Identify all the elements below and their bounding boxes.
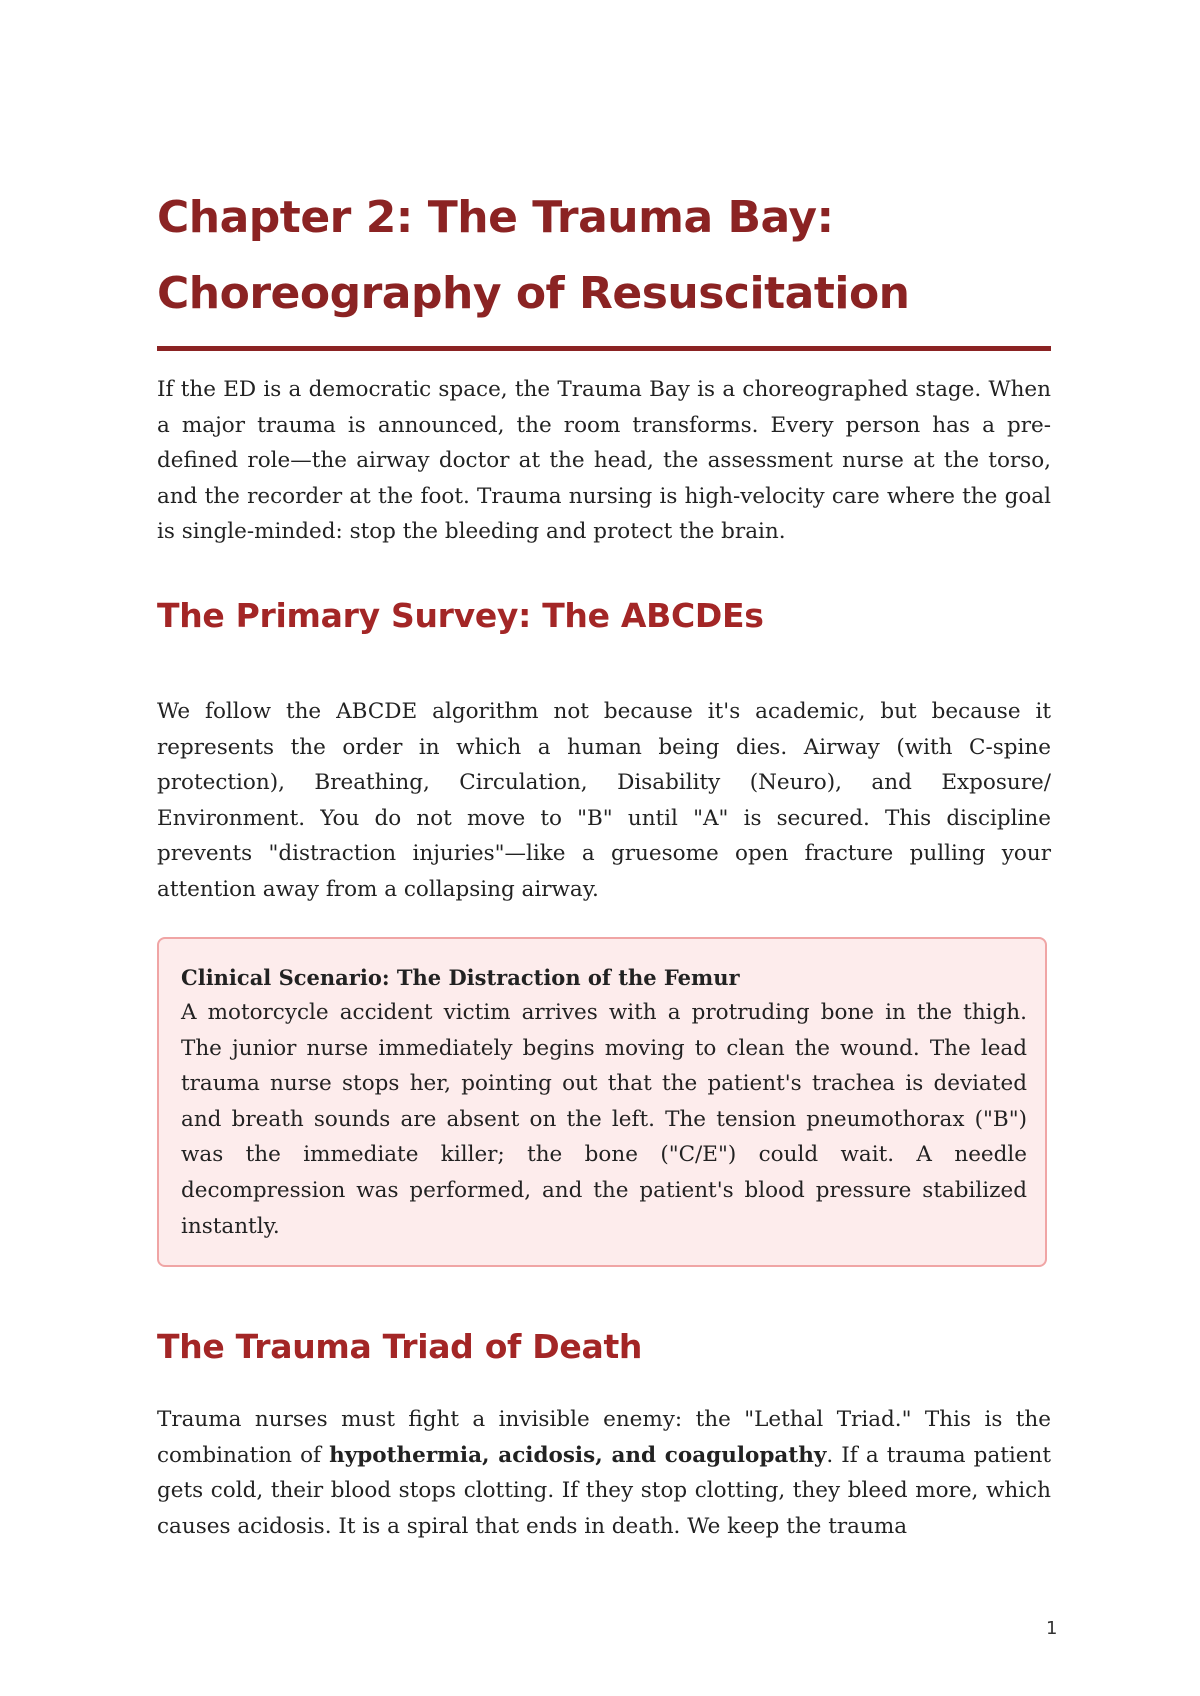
primary-survey-paragraph: We follow the ABCDE algorithm not because it's academic, but because it represents the order in which a human being dies. Airway (with C-spine protection), Breathing, Circulation, Disability (Neuro), and Exposure/ Environment. You do not move to "B" until "A" is secured. This discipline prevents "distraction injuries"—like a gruesome open fracture pulling your attention away from a collapsing airway. [157,699,1051,902]
title-divider [157,346,1051,351]
chapter-title: Chapter 2: The Trauma Bay: Choreography of Resuscitation [157,192,910,319]
triad-paragraph [157,1402,1051,1544]
triad-text-before: Trauma nurses must fight a invisible enemy: the "Lethal Triad." This is the combination of [157,1407,1051,1468]
intro-paragraph: If the ED is a democratic space, the Trauma Bay is a choreographed stage. When a major trauma is announced, the room transforms. Every person has a pre-defined role—the airway doctor at the head, the assessment nurse at the torso, and the recorder at the foot. Trauma nursing is high-velocity care where the goal is single-minded: stop the bleeding and protect the brain. [157,377,1051,545]
scenario-title: Clinical Scenario: The Distraction of the Femur [181,965,740,990]
clinical-scenario-callout [157,937,1047,1267]
triad-emphasis: hypothermia, acidosis, and coagulopathy [329,1442,827,1468]
primary-survey-heading: The Primary Survey: The ABCDEs [157,596,764,635]
scenario-text: A motorcycle accident victim arrives with a protruding bone in the thigh. The junior nurse immediately begins moving to clean the wound. The lead trauma nurse stops her, pointing out that the patient's trachea is deviated and breath sounds are absent on the left. The tension pneumothorax ("B") was the immediate killer; the bone ("C/E") could wait. A needle decompression was performed, and the patient's blood pressure stabilized instantly. [181,1000,1027,1239]
triad-heading: The Trauma Triad of Death [157,1327,643,1366]
page-number: 1 [1046,1618,1058,1639]
triad-text-after: . If a trauma patient gets cold, their blood stops clotting. If they stop clotting, they bleed more, which causes acidosis. It is a spiral that ends in death. We keep the trauma [157,1442,1051,1539]
